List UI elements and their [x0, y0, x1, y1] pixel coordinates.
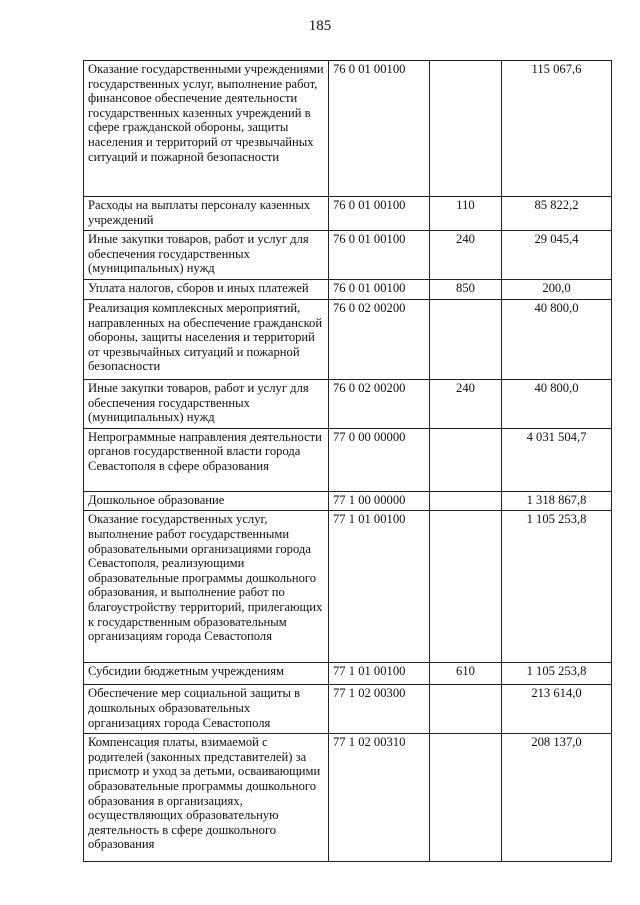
budget-table [83, 60, 612, 862]
table-row [84, 734, 612, 862]
table-row [84, 663, 612, 685]
row-name: Компенсация платы, взимаемой с родителей (законных представителей) за присмотр и уход за детьми, осваивающими образовательные программы дошкольного образования в организациях, осуществляющих образовательную деятельность в сфере дошкольного образования [84, 734, 329, 862]
row-name: Дошкольное образование [84, 491, 329, 511]
row-csr-code: 77 1 01 00100 [329, 663, 430, 685]
row-expense-type: 110 [430, 197, 502, 231]
row-csr-code: 77 1 01 00100 [329, 511, 430, 663]
table-row [84, 511, 612, 663]
row-amount: 29 045,4 [502, 231, 612, 280]
row-name: Непрограммные направления деятельности органов государственной власти города Севастополя в сфере образования [84, 428, 329, 491]
row-expense-type: 610 [430, 663, 502, 685]
table-row [84, 491, 612, 511]
row-amount: 4 031 504,7 [502, 428, 612, 491]
row-expense-type [430, 61, 502, 197]
row-name: Реализация комплексных мероприятий, направленных на обеспечение гражданской обороны, защиты населения и территорий от чрезвычайных ситуаций и пожарной безопасности [84, 299, 329, 379]
row-amount: 213 614,0 [502, 685, 612, 734]
row-name: Оказание государственных услуг, выполнение работ государственными образовательными организациями города Севастополя, реализующими образовательные программы дошкольного образования, и выполнение работ по благоустройству территорий, прилегающих к государственным образовательным организациям города Севастополя [84, 511, 329, 663]
table-row [84, 61, 612, 197]
row-expense-type [430, 299, 502, 379]
row-name: Уплата налогов, сборов и иных платежей [84, 279, 329, 299]
table-row [84, 197, 612, 231]
row-csr-code: 76 0 02 00200 [329, 379, 430, 428]
row-amount: 1 105 253,8 [502, 511, 612, 663]
row-name: Иные закупки товаров, работ и услуг для обеспечения государственных (муниципальных) нужд [84, 231, 329, 280]
row-expense-type: 240 [430, 379, 502, 428]
row-csr-code: 77 1 00 00000 [329, 491, 430, 511]
row-csr-code: 76 0 01 00100 [329, 279, 430, 299]
row-name: Оказание государственными учреждениями государственных услуг, выполнение работ, финансовое обеспечение деятельности государственных казенных учреждений в сфере гражданской обороны, защиты населения и территорий от чрезвычайных ситуаций и пожарной безопасности [84, 61, 329, 197]
row-amount: 40 800,0 [502, 299, 612, 379]
row-amount: 208 137,0 [502, 734, 612, 862]
table-row [84, 428, 612, 491]
row-name: Обеспечение мер социальной защиты в дошкольных образовательных организациях города Севастополя [84, 685, 329, 734]
row-csr-code: 76 0 01 00100 [329, 61, 430, 197]
row-expense-type: 240 [430, 231, 502, 280]
row-amount: 85 822,2 [502, 197, 612, 231]
table-row [84, 299, 612, 379]
row-expense-type [430, 428, 502, 491]
row-expense-type [430, 491, 502, 511]
row-csr-code: 77 1 02 00310 [329, 734, 430, 862]
row-amount: 1 318 867,8 [502, 491, 612, 511]
row-expense-type [430, 685, 502, 734]
row-csr-code: 76 0 01 00100 [329, 231, 430, 280]
row-amount: 115 067,6 [502, 61, 612, 197]
row-csr-code: 77 0 00 00000 [329, 428, 430, 491]
row-csr-code: 76 0 02 00200 [329, 299, 430, 379]
row-name: Расходы на выплаты персоналу казенных учреждений [84, 197, 329, 231]
row-expense-type: 850 [430, 279, 502, 299]
row-amount: 200,0 [502, 279, 612, 299]
row-expense-type [430, 511, 502, 663]
table-row [84, 279, 612, 299]
table-row [84, 231, 612, 280]
table-row [84, 685, 612, 734]
table-row [84, 379, 612, 428]
row-name: Иные закупки товаров, работ и услуг для обеспечения государственных (муниципальных) нужд [84, 379, 329, 428]
row-expense-type [430, 734, 502, 862]
row-amount: 40 800,0 [502, 379, 612, 428]
row-csr-code: 76 0 01 00100 [329, 197, 430, 231]
row-amount: 1 105 253,8 [502, 663, 612, 685]
page-number: 185 [308, 18, 332, 34]
row-name: Субсидии бюджетным учреждениям [84, 663, 329, 685]
row-csr-code: 77 1 02 00300 [329, 685, 430, 734]
